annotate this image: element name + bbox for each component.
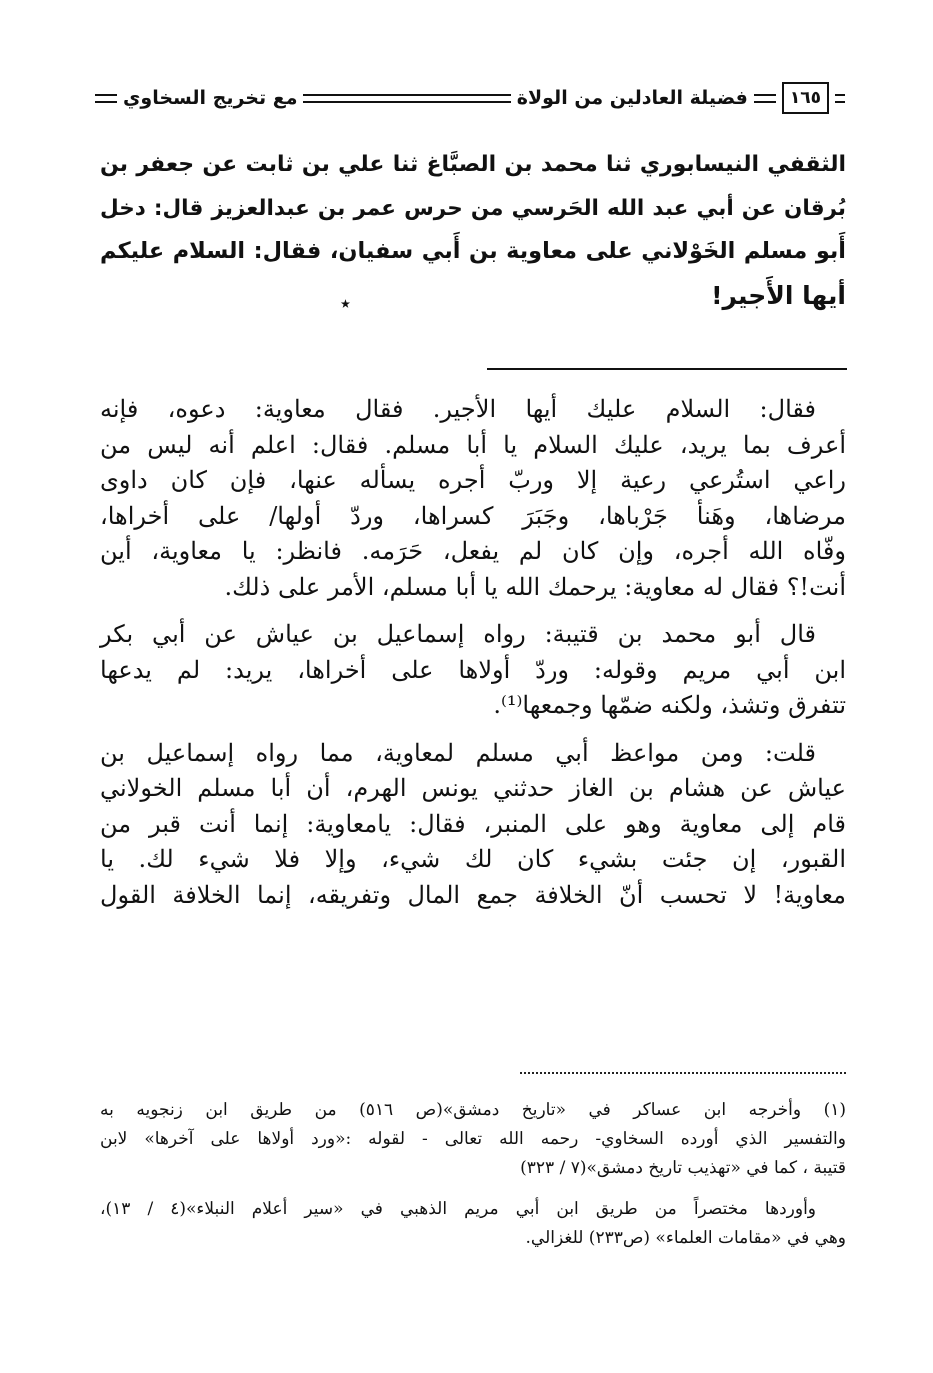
footnote-line: وأوردها مختصراً من طريق ابن أبي مريم الذهبي في «سير أعلام النبلاء»(٤ / ١٣)، bbox=[100, 1199, 816, 1219]
book-title: مع تخريج السخاوي bbox=[123, 87, 298, 109]
paragraph bbox=[100, 392, 846, 605]
chapter-title: فضيلة العادلين من الولاة bbox=[516, 87, 748, 109]
paragraph bbox=[100, 736, 846, 914]
header-rule bbox=[754, 94, 776, 103]
section-divider bbox=[487, 368, 847, 370]
text-line: راعي استُرعي رعية إلا وربّ أجره يسأله عنها، فإن كان داوى bbox=[100, 466, 846, 494]
footnote-line: والتفسير الذي أورده السخاوي- رحمه الله تعالى - لقوله :«ورد أولاها على آخرها» لابن bbox=[100, 1129, 846, 1149]
header-rule bbox=[95, 94, 117, 103]
footnote-line: قتيبة ، كما في «تهذيب تاريخ دمشق»(٧ / ٣٢٣) bbox=[520, 1158, 846, 1178]
hadith-text bbox=[100, 143, 846, 317]
text-line: وفّاه الله أجره، وإن كان لم يفعل، حَرَمه. فانظر: يا معاوية، أين bbox=[100, 537, 846, 565]
page-number: ١٦٥ bbox=[782, 82, 829, 114]
hadith-line: أَبو مسلم الخَوْلاني على معاوية بن أَبي سفيان، فقال: السلام عليكم bbox=[100, 238, 846, 264]
footnote-line: (١) وأخرجه ابن عساكر في «تاريخ دمشق»(ص ٥١٦) من طريق ابن زنجويه به bbox=[100, 1100, 846, 1120]
footnote-separator bbox=[520, 1072, 846, 1074]
footnote bbox=[100, 1096, 846, 1183]
text-line: معاوية! لا تحسب أنّ الخلافة جمع المال وتفريقه، إنما الخلافة القول bbox=[100, 880, 846, 909]
text-line: ابن أبي مريم وقوله: وردّ أولاها على أخراها، يريد: لم يدعها bbox=[100, 655, 846, 684]
footnote bbox=[100, 1195, 846, 1253]
text-line: مرضاها، وهَنأ جَرْباها، وجَبَرَ كسراها، وردّ أولها/ على أخراها، bbox=[100, 501, 846, 530]
asterisk-mark: ٭ bbox=[340, 291, 351, 315]
hadith-line: أيها الأَجير! bbox=[711, 280, 846, 310]
text-line: أعرف بما يريد، عليك السلام يا أبا مسلم. فقال: اعلم أنه ليس من bbox=[100, 430, 846, 459]
text-line: تتفرق وتشذ، ولكنه ضمّها وجمعها⁽¹⁾. bbox=[493, 691, 846, 719]
text-line: أنت!؟ فقال له معاوية: يرحمك الله يا أبا مسلم، الأمر على ذلك. bbox=[224, 572, 846, 601]
running-header bbox=[95, 78, 845, 118]
text-line: القبور، إن جئت بشيء كان لك شيء، وإلا فلا شيء لك. يا bbox=[100, 845, 846, 873]
paragraph bbox=[100, 617, 846, 724]
commentary-text bbox=[100, 392, 846, 925]
hadith-line: بُرقان عن أبي عبد الله الحَرسي من حرس عمر بن عبدالعزيز قال: دخل bbox=[100, 195, 846, 221]
hadith-line: الثقفي النيسابوري ثنا محمد بن الصبَّاغ ثنا علي بن ثابت عن جعفر بن bbox=[100, 152, 846, 177]
header-rule bbox=[835, 94, 845, 103]
header-rule bbox=[303, 94, 510, 103]
footnotes bbox=[100, 1096, 846, 1265]
text-line: فقال: السلام عليك أيها الأجير. فقال معاوية: دعوه، فإنه bbox=[100, 395, 816, 423]
text-line: عياش عن هشام بن الغاز حدثني يونس الهرم، أن أبا مسلم الخولاني bbox=[100, 774, 847, 802]
text-line: قلت: ومن مواعظ أبي مسلم لمعاوية، مما رواه إسماعيل بن bbox=[100, 738, 816, 767]
text-line: قام إلى معاوية وهو على المنبر، فقال: يامعاوية: إنما أنت قبر من bbox=[100, 809, 846, 838]
text-line: قال أبو محمد بن قتيبة: رواه إسماعيل بن عياش عن أبي بكر bbox=[100, 620, 816, 648]
footnote-line: وهي في «مقامات العلماء» (ص٢٣٣) للغزالي. bbox=[525, 1228, 846, 1248]
